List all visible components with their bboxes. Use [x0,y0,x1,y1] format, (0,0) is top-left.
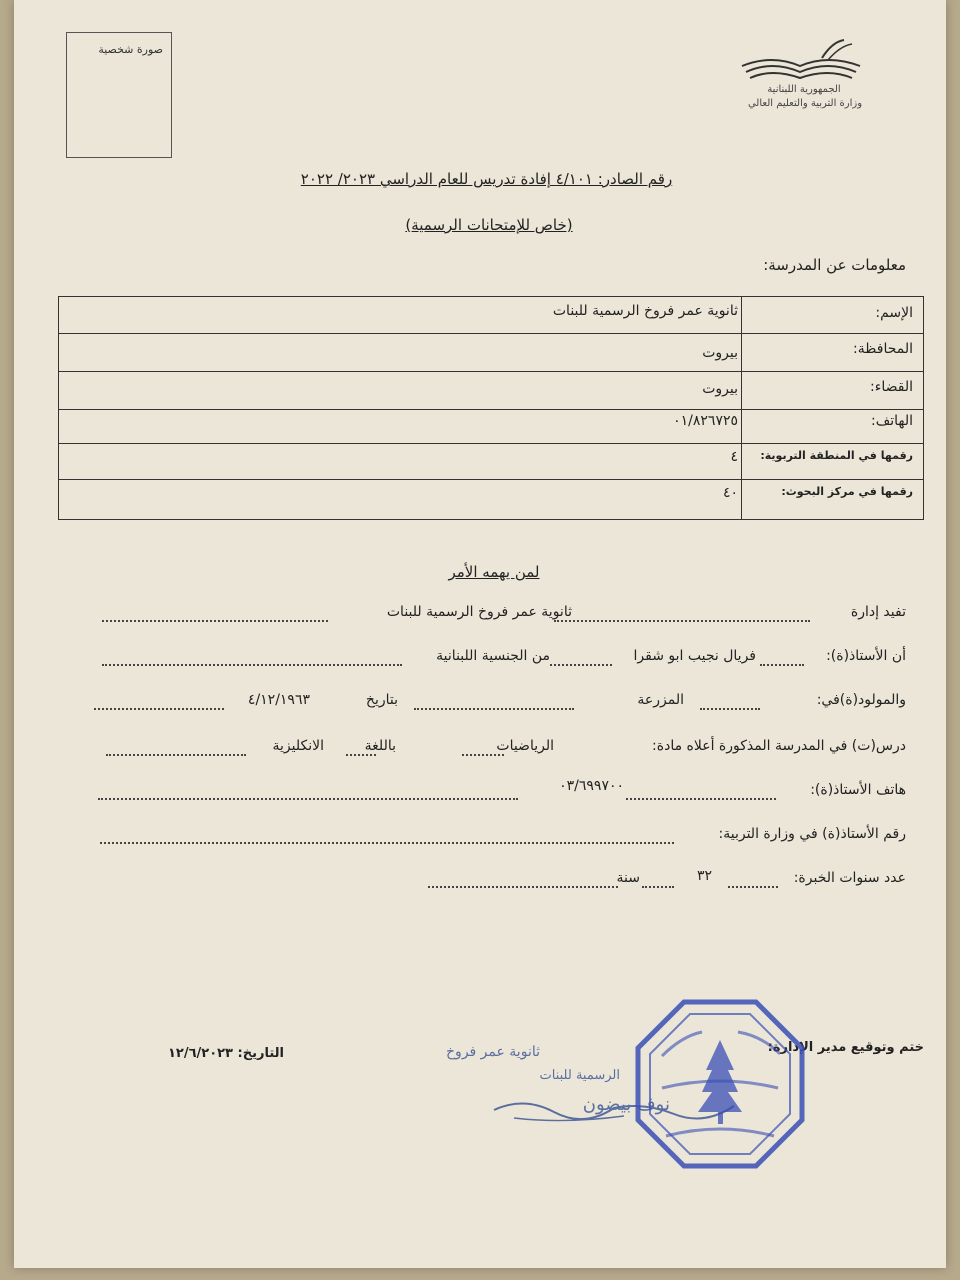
photo-label: صورة شخصية [98,43,163,56]
row-label-district: القضاء: [870,379,913,395]
line5-value: ٠٣/٦٩٩٧٠٠ [559,778,624,794]
signature-label: ختم وتوقيع مدير الإدارة: [767,1040,924,1055]
dotted-fill [760,664,804,666]
dotted-fill [626,798,776,800]
row-label-name: الإسم: [875,305,913,321]
school-info-table [58,296,924,520]
ink-school-text: ثانوية عمر فروخ [446,1044,540,1060]
row-value-name: ثانوية عمر فروخ الرسمية للبنات [552,303,738,319]
dotted-fill [728,886,778,888]
school-info-heading: معلومات عن المدرسة: [763,256,906,274]
line3-label: والمولود(ة)في: [816,692,906,708]
row-value-research-center: ٤٠ [722,485,738,501]
table-column-divider [741,297,742,519]
date-block [124,1046,284,1061]
line2-extra: من الجنسية اللبنانية [436,648,550,664]
line7-label: عدد سنوات الخبرة: [793,870,906,886]
table-row-divider [59,479,923,480]
reference-title: رقم الصادر: ٤/١٠١ إفادة تدريس للعام الدراسي ٢٠٢٣/ ٢٠٢٢ [300,170,673,188]
row-label-research-center: رقمها في مركز البحوث: [781,485,913,498]
line4-lang-label: باللغة [364,738,396,754]
table-row-divider [59,371,923,372]
line1-label: تفيد إدارة [850,604,906,620]
row-value-edu-zone: ٤ [730,449,738,465]
ink-official-text: الرسمية للبنات [539,1068,620,1083]
table-row-divider [59,333,923,334]
line2-label: أن الأستاذ(ة): [826,648,906,664]
dotted-fill [94,708,224,710]
row-value-district: بيروت [702,381,738,397]
line3-date: ٤/١٢/١٩٦٣ [247,692,310,708]
dotted-fill [642,886,674,888]
table-row-divider [59,409,923,410]
dotted-fill [100,842,674,844]
certificate-title: لمن يهمه الأمر [448,563,540,581]
dotted-fill [414,708,574,710]
dotted-fill [346,754,376,756]
line6-label: رقم الأستاذ(ة) في وزارة التربية: [718,826,906,842]
dotted-fill [554,620,810,622]
ministry-label: وزارة التربية والتعليم العالي [747,98,863,109]
document-page [14,0,946,1268]
official-stamp-icon [632,996,808,1172]
dotted-fill [106,754,246,756]
line4-lang: الانكليزية [272,738,324,754]
dotted-fill [700,708,760,710]
line1-value: ثانوية عمر فروخ الرسمية للبنات [386,604,572,620]
line7-value: ٣٢ [696,868,712,884]
row-value-governorate: بيروت [702,345,738,361]
row-label-governorate: المحافظة: [853,341,913,357]
photo-box [66,32,172,158]
line2-value: فريال نجيب ابو شقرا [633,648,756,664]
dotted-fill [550,664,612,666]
line7-unit: سنة [616,870,640,886]
row-label-edu-zone: رقمها في المنطقة التربوية: [760,449,913,462]
line5-label: هاتف الأستاذ(ة): [810,782,906,798]
date-label: التاريخ: [237,1046,284,1061]
dotted-fill [98,798,518,800]
date-value: ١٢/٦/٢٠٢٣ [167,1046,233,1061]
ink-name-signature: نوف بيضون [582,1094,670,1115]
line4-subject: الرياضيات [496,738,554,754]
ministry-logo-icon [732,36,872,86]
republic-label: الجمهورية اللبنانية [767,84,841,95]
dotted-fill [102,664,402,666]
row-value-phone: ٠١/٨٢٦٧٢٥ [673,413,738,429]
dotted-fill [462,754,504,756]
subtitle: (خاص للإمتحانات الرسمية) [405,216,573,234]
line3-value: المزرعة [637,692,684,708]
dotted-fill [428,886,618,888]
dotted-fill [102,620,328,622]
row-label-phone: الهاتف: [871,413,913,429]
line3-date-label: بتاريخ [365,692,398,708]
line4-label: درس(ت) في المدرسة المذكورة أعلاه مادة: [652,738,906,754]
table-row-divider [59,443,923,444]
